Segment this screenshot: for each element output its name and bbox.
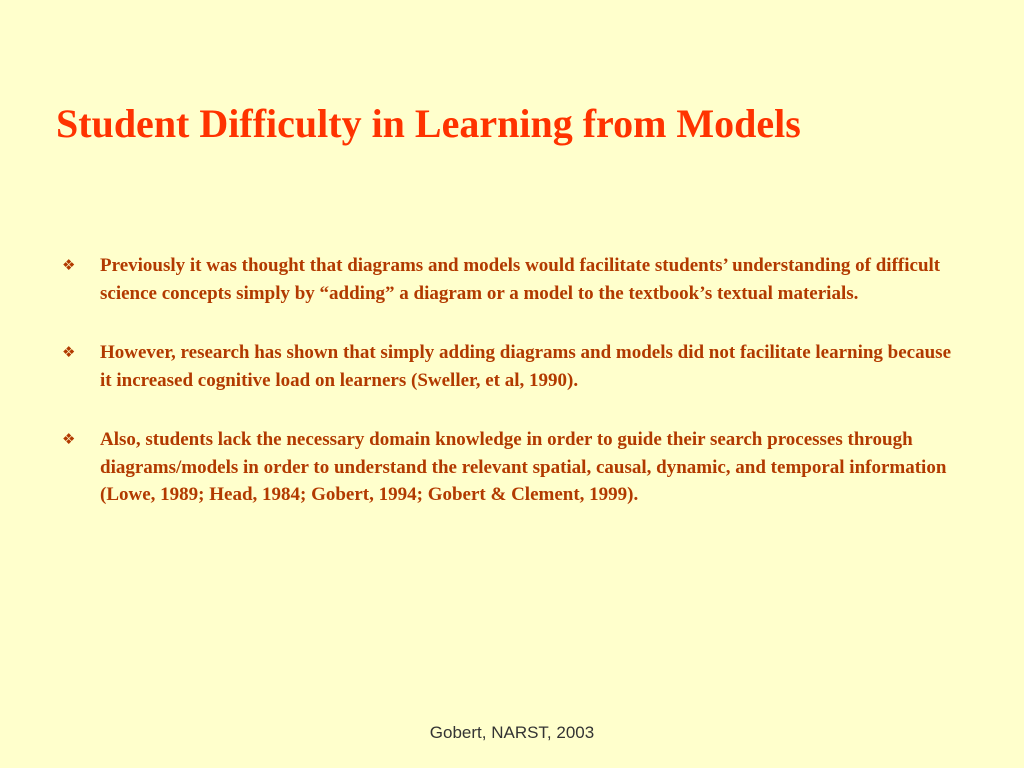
bullet-item: [62, 426, 962, 509]
bullet-item: [62, 339, 962, 394]
bullet-list: [62, 252, 962, 541]
bullet-text: Also, students lack the necessary domain knowledge in order to guide their search processes through diagrams/models in order to understand the relevant spatial, causal, dynamic, and temporal information (Lowe, 1989; Head, 1984; Gobert, 1994; Gobert & Clement, 1999).: [100, 429, 947, 505]
slide-title: Student Difficulty in Learning from Models: [56, 101, 801, 146]
diamond-bullet-icon: ❖: [62, 430, 76, 448]
diamond-bullet-icon: ❖: [62, 343, 76, 361]
slide-footer: Gobert, NARST, 2003: [429, 723, 595, 742]
bullet-text: However, research has shown that simply adding diagrams and models did not facilitate learning because it increased cognitive load on learners (Sweller, et al, 1990).: [100, 342, 952, 391]
bullet-text: Previously it was thought that diagrams and models would facilitate students’ understanding of difficult science concepts simply by “adding” a diagram or a model to the textbook’s textual materials.: [100, 255, 941, 304]
bullet-item: [62, 252, 962, 307]
diamond-bullet-icon: ❖: [62, 256, 76, 274]
